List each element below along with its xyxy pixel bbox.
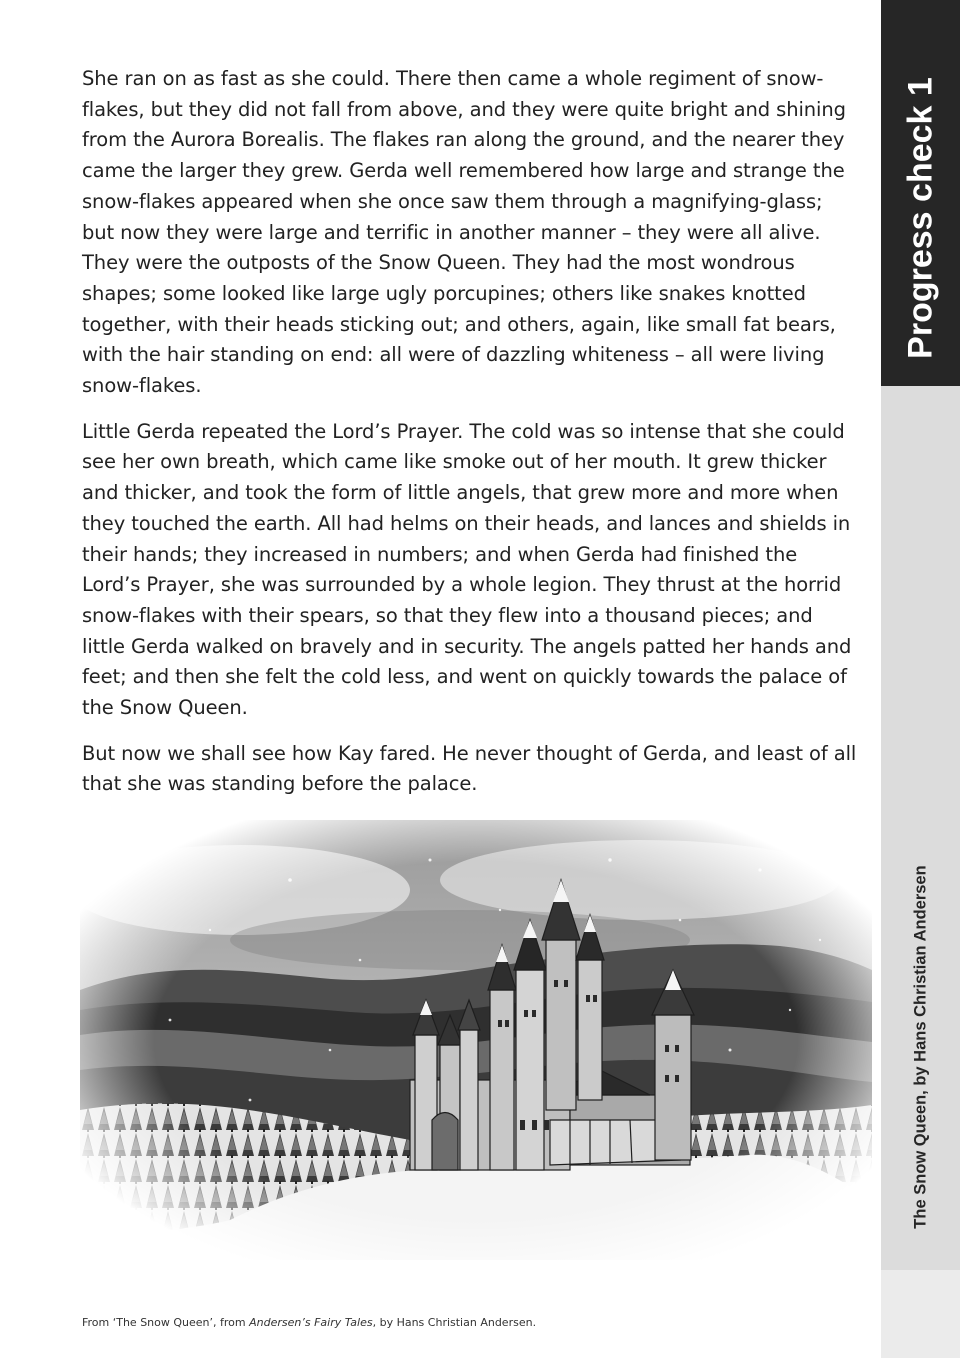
story-paragraph-3: But now we shall see how Kay fared. He never thought of Gerda, and least of all that she was standing before the palace. [82, 741, 857, 796]
citation-suffix: , by Hans Christian Andersen. [372, 1316, 537, 1329]
source-citation [82, 1316, 536, 1329]
section-title: Progress check 1 [901, 77, 940, 359]
snow-castle-illustration [80, 820, 872, 1260]
sidebar-footer-panel [881, 1270, 960, 1358]
story-paragraph-2: Little Gerda repeated the Lord’s Prayer. The cold was so intense that she could see her own breath, which came like smoke out of her mouth. It grew thicker and thicker, and took the form of little angels, that grew more and more when they touched the earth. All had helms on their heads, and lances and shields in their hands; they increased in numbers; and when Gerda had finished the Lord’s Prayer, she was surrounded by a whole legion. They thrust at the horrid snow-flakes with their spears, so that they flew into a thousand pieces; and little Gerda walked on bravely and in security. The angels patted her hands and feet; and then she felt the cold less, and went on quickly towards the palace of the Snow Queen. [82, 419, 852, 720]
story-text [82, 64, 857, 815]
book-title: The Snow Queen, by Hans Christian Andersen [911, 865, 930, 1229]
story-paragraph-1: She ran on as fast as she could. There then came a whole regiment of snow-flakes, but they did not fall from above, and they were quite bright and shining from the Aurora Borealis. The flakes ran along the ground, and the nearer they came the larger they grew. Gerda well remembered how large and strange the snow-flakes appeared when she once saw them through a magnifying-glass; but now they were large and terrific in another manner – they were all alive. They were the outposts of the Snow Queen. They had the most wondrous shapes; some looked like large ugly porcupines; others like snakes knotted together, with their heads sticking out; and others, again, like small fat bears, with the hair standing on end: all were of dazzling whiteness – all were living snow-flakes. [82, 67, 846, 398]
citation-book-title: Andersen’s Fairy Tales [249, 1316, 373, 1329]
citation-prefix: From ‘The Snow Queen’, from [82, 1316, 250, 1329]
